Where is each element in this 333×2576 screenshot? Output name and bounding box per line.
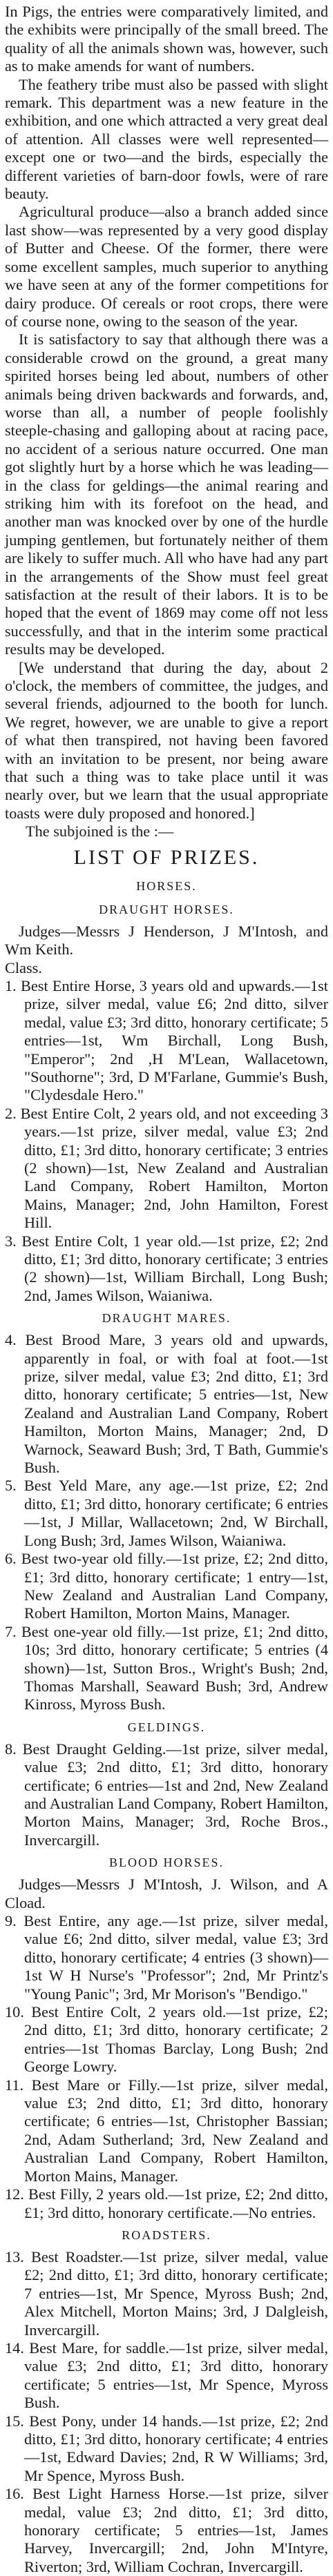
section-heading: DRAUGHT HORSES.: [99, 902, 234, 916]
prize-entry: 6. Best two-year old filly.—1st prize, £2; 2nd ditto, £1; 3rd ditto, honorary certificate; 1 entry—1st, New Zealand and Australian Land Company, Robert Hamilton, Morton Mains, Manager.: [5, 1550, 328, 1622]
prize-entry: 8. Best Draught Gelding.—1st prize, silver medal, value £3; 2nd ditto, £1; 3rd ditto, honorary certificate; 6 entries—1st and 2nd, New Zealand and Australian Land Company, Robert Hamilton, Morton Mains, Manager; 3rd, Roche Bros., Invercargill.: [5, 1740, 328, 1849]
prize-list: [5, 1740, 328, 1849]
prize-entry: 16. Best Light Harness Horse.—1st prize, silver medal, value £3; 2nd ditto, £1; 3rd ditto, honorary certificate; 5 entries—1st, James Harvey, Invercargill; 2nd, John M'Intyre, Riverton; 3rd, William Cochran, Invercargill.: [5, 2485, 328, 2575]
section-blood-horses: [5, 1852, 328, 2222]
section-roadsters: [5, 2225, 328, 2576]
section-heading: ROADSTERS.: [122, 2228, 211, 2242]
produce-paragraph: Agricultural produce—also a branch added since last show—was represented by a very good display of Butter and Cheese. Of the former, there were some excellent samples, much superior to anything we have seen at any of the former competitions for dairy produce. Of cereals or root crops, there were of course none, owing to the season of the year.: [5, 203, 328, 330]
prize-entry: 13. Best Roadster.—1st prize, silver medal, value £2; 2nd ditto, £1; 3rd ditto, honorary certificate; 7 entries—1st, Mr Spence, Myross Bush; 2nd, Alex Mitchell, Morton Mains; 3rd, J Dalgleish, Invercargill.: [5, 2248, 328, 2339]
prize-entry: 12. Best Filly, 2 years old.—1st prize, £2; 2nd ditto, £1; 3rd ditto, honorary certificate.—No entries.: [5, 2185, 328, 2221]
prize-list: [5, 977, 328, 1305]
prize-entry: 11. Best Mare or Filly.—1st prize, silver medal, value £3; 2nd ditto, £1; 3rd ditto, honorary certificate; 6 entries—1st, Christopher Bassian; 2nd, Adam Sutherland; 3rd, New Zealand and Australian Land Company, Robert Hamilton, Morton Mains, Manager.: [5, 2076, 328, 2185]
prize-entry: 14. Best Mare, for saddle.—1st prize, silver medal, value £3; 2nd ditto, £1; 3rd ditto, honorary certificate; 5 entries—1st, Mr Spence, Myross Bush.: [5, 2339, 328, 2412]
list-of-prizes-title: LIST OF PRIZES.: [73, 845, 260, 869]
prize-list: [5, 2248, 328, 2576]
section-geldings: [5, 1717, 328, 1849]
intro-section: [5, 3, 328, 841]
prize-list: [5, 1912, 328, 2222]
section-heading: DRAUGHT MARES.: [102, 1311, 231, 1326]
judges-line: Judges—Messrs J M'Intosh, J. Wilson, and A Cload.: [5, 1876, 328, 1911]
subjoined-line: The subjoined is the :—: [26, 823, 174, 840]
prize-entry: 9. Best Entire, any age.—1st prize, silver medal, value £6; 2nd ditto, silver medal, value £3; 3rd ditto, honorary certificate; 4 entries (3 shown)—1st W H Nurse's "Professor"; 2nd, Mr Printz's "Young Panic"; 3rd, Mr Morison's "Bendigo.": [5, 1912, 328, 2003]
prize-entry: 3. Best Entire Colt, 1 year old.—1st prize, £2; 2nd ditto, £1; 3rd ditto, honorary certificate; 3 entries (2 shown)—1st, William Birchall, Long Bush; 2nd, James Wilson, Waianiwa.: [5, 1232, 328, 1304]
section-heading: GELDINGS.: [127, 1720, 206, 1734]
prize-list: [5, 1331, 328, 1714]
judges-line: Judges—Messrs J Henderson, J M'Intosh, and Wm Keith.: [5, 922, 328, 958]
prize-entry: 10. Best Entire Colt, 2 years old.—1st prize, £2; 2nd ditto, £1; 3rd ditto, honorary certificate; 2 entries—1st Thomas Barclay, Long Bush; 2nd George Lowry.: [5, 2003, 328, 2076]
pigs-paragraph: In Pigs, the entries were comparatively limited, and the exhibits were principally of the small breed. The quality of all the animals shown was, however, such as to make amends for want of numbers.: [5, 3, 328, 75]
prize-entry: 1. Best Entire Horse, 3 years old and upwards.—1st prize, silver medal, value £6; 2nd ditto, silver medal, value £3; 3rd ditto, honorary certificate; 5 entries—1st, Wm Birchall, Long Bush, "Emperor"; 2nd ,H M'Lean, Wallacetown, "Southorne"; 3rd, D M'Farlane, Gummie's Bush, "Clydesdale Hero.": [5, 976, 328, 1104]
section-draught-horses: [5, 899, 328, 1306]
class-label: Class.: [5, 958, 42, 976]
prize-entry: 15. Best Pony, under 14 hands.—1st prize, £2; 2nd ditto, £1; 3rd ditto, honorary certificate; 4 entries—1st, Edward Davies; 2nd, R W Williams; 3rd, Mr Spence, Myross Bush.: [5, 2412, 328, 2484]
prize-entry: 2. Best Entire Colt, 2 years old, and not exceeding 3 years.—1st prize, silver medal, value £3; 2nd ditto, £1; 3rd ditto, honorary certificate; 3 entries (2 shown)—1st, New Zealand and Australian Land Company, Robert Hamilton, Morton Mains, Manager; 2nd, John Hamilton, Forest Hill.: [5, 1104, 328, 1232]
prize-entry: 7. Best one-year old filly.—1st prize, £1; 2nd ditto, 10s; 3rd ditto, honorary certificate; 5 entries (4 shown)—1st, Sutton Bros., Wright's Bush; 2nd, Thomas Marshall, Seaward Bush; 3rd, Andrew Kinross, Myross Bush.: [5, 1622, 328, 1713]
horses-heading: HORSES.: [136, 878, 197, 893]
prize-entry: 5. Best Yeld Mare, any age.—1st prize, £2; 2nd ditto, £1; 3rd ditto, honorary certificate; 6 entries—1st, J Millar, Wallacetown; 2nd, W Birchall, Long Bush; 3rd, James Wilson, Waianiwa.: [5, 1477, 328, 1549]
section-draught-mares: [5, 1308, 328, 1714]
poultry-paragraph: The feathery tribe must also be passed with slight remark. This department was a new feature in the exhibition, and one which attracted a very great deal of attention. All classes were well represented—except one or two—and the birds, especially the different varieties of barn-door fowls, were of rare beauty.: [5, 75, 328, 203]
lunch-paragraph: [We understand that during the day, about 2 o'clock, the members of committee, the judges, and several friends, adjourned to the booth for lunch. We regret, however, we are unable to give a report of what then transpired, not having been favored with an invitation to be present, nor being aware that such a thing was to take place until it was nearly over, but we learn that the usual appropriate toasts were duly proposed and honored.]: [5, 658, 328, 822]
safety-paragraph: It is satisfactory to say that although there was a considerable crowd on the ground, a great many spirited horses being led about, numbers of other animals being driven backwards and forwards, and, worse than all, a number of people foolishly steeple-chasing and galloping about at racing pace, no accident of a serious nature occurred. One man got slightly hurt by a horse which he was leading—in the class for geldings—the animal rearing and striking him with its forefoot on the head, and another man was knocked over by one of the hurdle jumping gentlemen, but fortunately neither of them are likely to suffer much. All who have had any part in the arrangements of the Show must feel great satisfaction at the result of their labors. It is to be hoped that the event of 1869 may come off not less successfully, and that in the interim some practical results may be developed.: [5, 331, 328, 658]
prize-entry: 4. Best Brood Mare, 3 years old and upwards, apparently in foal, or with foal at foot.—1st prize, silver medal, value £3; 2nd ditto, £1; 3rd ditto, honorary certificate; 5 entries—1st, New Zealand and Australian Land Company, Robert Hamilton, Morton Mains, Manager; 2nd, D Warnock, Seaward Bush; 3rd, T Bath, Gummie's Bush.: [5, 1331, 328, 1477]
section-heading: BLOOD HORSES.: [108, 1856, 225, 1870]
